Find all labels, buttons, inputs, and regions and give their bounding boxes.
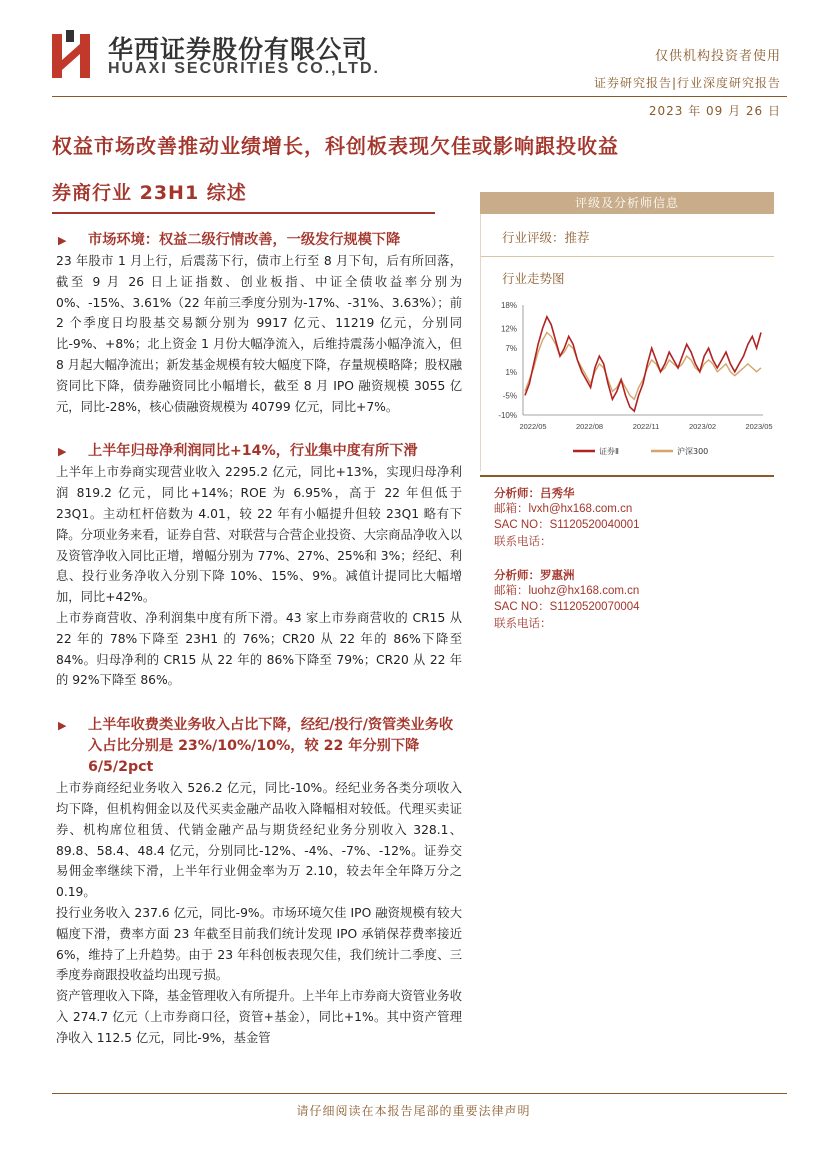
analyst-name: 分析师：罗惠洲 <box>494 568 575 582</box>
sidebar-header: 评级及分析师信息 <box>480 192 774 214</box>
section-heading <box>56 230 462 251</box>
analyst-card <box>480 477 774 549</box>
rating-value: 推荐 <box>564 230 590 245</box>
section-heading <box>56 441 462 462</box>
paragraph: 上半年上市券商实现营业收入 2295.2 亿元，同比+13%，实现归母净利润 819.2 亿元，同比+14%；ROE 为 6.95%，高于 22 年但低于 23Q1。主动杠杆倍数为 4.01，较 22 年有小幅提升但较 23Q1 略有下降。分项业务来看，证券自营、对联营与合营企业投资、大宗商品净收入以及资管净收入同比正增，增幅分别为 77%、27%、25%和 3%；经纪、利息、投行业务净收入分别下降 10%、15%、9%。减值计提同比大幅增加，同比+42%。 <box>56 465 462 605</box>
analyst-name: 分析师：吕秀华 <box>494 486 575 500</box>
x-tick-label: 2022/05 <box>519 422 547 431</box>
y-tick-label: 18% <box>500 301 517 310</box>
section-heading <box>56 715 462 778</box>
report-date: 2023 年 09 月 26 日 <box>648 104 781 118</box>
x-tick-label: 2022/11 <box>632 422 660 431</box>
y-tick-label: 12% <box>500 324 517 334</box>
triangle-bullet-icon: ▶ <box>58 719 67 733</box>
header-divider <box>52 96 787 97</box>
footer-divider <box>52 1093 787 1094</box>
audience-note: 仅供机构投资者使用 <box>654 49 781 64</box>
section-heading-text: 上半年归母净利润同比+14%，行业集中度有所下滑 <box>88 443 418 460</box>
triangle-bullet-icon: ▶ <box>58 234 67 247</box>
huaxi-logo-icon <box>52 30 94 80</box>
legal-notice: 请仔细阅读在本报告尾部的重要法律声明 <box>296 1104 531 1118</box>
series-line <box>525 333 761 400</box>
report-type: 证券研究报告|行业深度研究报告 <box>593 76 781 90</box>
x-tick-label: 2022/08 <box>575 422 604 431</box>
y-tick-label: 7% <box>505 344 517 354</box>
analyst-sac: SAC NO：S1120520040001 <box>494 519 640 531</box>
company-name-cn: 华西证券股份有限公司 <box>108 35 369 64</box>
trend-chart-svg <box>481 293 774 471</box>
report-title: 权益市场改善推动业绩增长，科创板表现欠佳或影响跟投收益 <box>52 134 619 158</box>
triangle-bullet-icon: ▶ <box>58 445 67 459</box>
y-tick-label: -10% <box>498 411 517 420</box>
legend-label: 沪深300 <box>677 447 709 456</box>
analyst-email[interactable]: 邮箱：luohz@hx168.com.cn <box>494 585 640 597</box>
section-heading-text: 上半年收费类业务收入占比下降，经纪/投行/资管类业务收入占比分别是 23%/10%/10%，较 22 年分别下降 6/5/2pct <box>88 717 454 776</box>
main-content <box>56 230 462 1049</box>
x-tick-label: 2023/02 <box>688 422 717 431</box>
paragraph: 投行业务收入 237.6 亿元，同比-9%。市场环境欠佳 IPO 融资规模有较大幅度下滑，费率方面 23 年截至目前我们统计发现 IPO 承销保荐费率接近 6%，维持了上升趋势。由于 23 年科创板表现欠佳，我们统计二季度、三季度券商跟投收益均出现亏损。 <box>56 905 462 983</box>
trend-chart <box>481 293 774 471</box>
analyst-sac: SAC NO：S1120520070004 <box>494 601 640 613</box>
paragraph: 上市券商营收、净利润集中度有所下滑。43 家上市券商营收的 CR15 从 22 年的 78%下降至 23H1 的 76%；CR20 从 22 年的 86%下降至 84%。归母净利的 CR15 从 22 年的 86%下降至 79%；CR20 从 22 年的 92%下降至 86%。 <box>56 610 462 688</box>
analyst-phone: 联系电话： <box>494 534 552 548</box>
sidebar-box <box>480 214 774 471</box>
legend-label: 证券Ⅱ <box>599 447 619 456</box>
analyst-phone: 联系电话： <box>494 616 552 630</box>
paragraph: 23 年股市 1 月上行，后震荡下行，债市上行至 8 月下旬，后有所回落，截至 9 月 26 日上证指数、创业板指、中证全债收益率分别为 0%、-15%、3.61%（22 年前三季度分别为-17%、-31%、3.63%）；前 2 个季度日均股基交易额分别为 9917 亿元、11219 亿元，分别同比-9%、+8%；北上资金 1 月份大幅净流入，后维持震荡小幅净流入，但 8 月起大幅净流出；新发基金规模有较大幅度下降，存量规模略降；股权融资同比下降，债券融资同比小幅增长，截至 8 月 IPO 融资规模 3055 亿元，同比-28%，核心债融资规模为 40799 亿元，同比+7%。 <box>56 254 462 414</box>
analyst-card <box>480 549 774 631</box>
analyst-email[interactable]: 邮箱：lvxh@hx168.com.cn <box>494 503 633 515</box>
y-tick-label: -5% <box>502 391 517 401</box>
rating-label: 行业评级： <box>502 230 565 245</box>
sidebar <box>480 192 774 631</box>
industry-rating <box>481 214 774 256</box>
paragraph: 上市券商经纪业务收入 526.2 亿元，同比-10%。经纪业务各类分项收入均下降，但机构佣金以及代买卖金融产品收入降幅相对较低。代理买卖证券、机构席位租赁、代销金融产品与期货经纪业务分别收入 328.1、89.8、58.4、48.4 亿元，分别同比-12%、-4%、-7%、-12%。证券交易佣金率继续下滑，上半年行业佣金率为万 2.10，较去年全年降万分之 0.19。 <box>56 781 462 900</box>
company-name-en: HUAXI SECURITIES CO.,LTD. <box>108 60 380 77</box>
subtitle-underline <box>52 212 435 214</box>
report-subtitle: 券商行业 23H1 综述 <box>52 182 247 204</box>
section-heading-text: 市场环境：权益二级行情改善，一级发行规模下降 <box>88 232 401 248</box>
trend-chart-label: 行业走势图 <box>502 271 565 286</box>
x-tick-label: 2023/05 <box>745 422 773 431</box>
paragraph: 资产管理收入下降，基金管理收入有所提升。上半年上市券商大资管业务收入 274.7 亿元（上市券商口径，资管+基金），同比+1%。其中资产管理净收入 112.5 亿元，同比-9%，基金管 <box>56 989 462 1045</box>
y-tick-label: 1% <box>505 367 517 377</box>
